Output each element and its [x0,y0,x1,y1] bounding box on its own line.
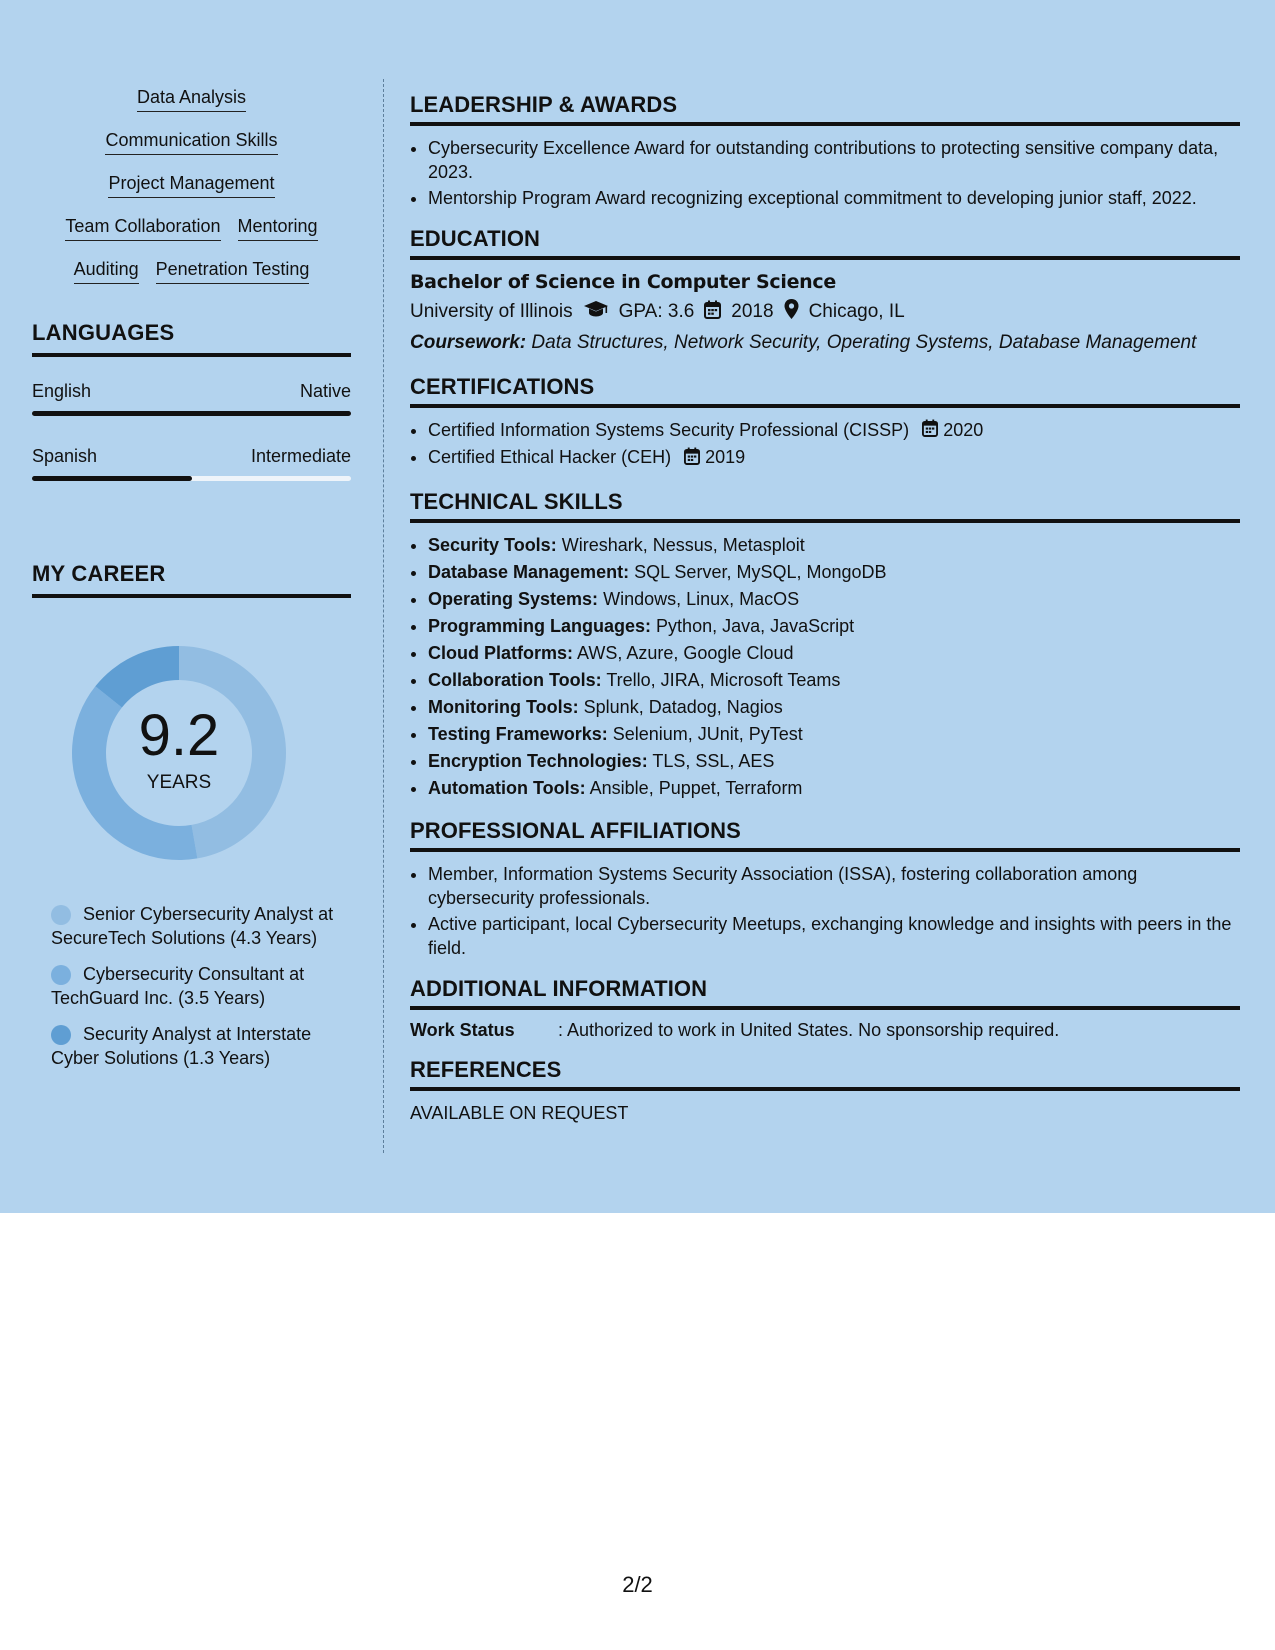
technical-skill-item [428,695,1240,719]
certification-year: 2020 [943,420,984,440]
skills-tags [32,86,351,284]
languages-heading: LANGUAGES [32,320,351,357]
skill-row [32,258,351,284]
language-level: Intermediate [250,446,351,466]
technical-skill-value: TLS, SSL, AES [652,750,775,771]
left-column [32,80,351,1082]
technical-skill-label: Encryption Technologies: [428,750,648,771]
technical-skill-label: Security Tools: [428,534,557,555]
references-heading: REFERENCES [410,1057,1240,1091]
technical-skill-value: AWS, Azure, Google Cloud [577,642,794,663]
calendar-icon [684,447,700,471]
skill-tag: Penetration Testing [156,258,310,284]
certifications-section [410,374,1240,471]
legend-dot [51,1025,71,1045]
technical-skill-value: SQL Server, MySQL, MongoDB [634,561,887,582]
additional-info-section [410,976,1240,1041]
affiliation-item: • Active participant, local Cybersecurity Meetups, exchanging knowledge and insights with peers in the field. [428,912,1240,960]
work-status-label: Work Status [410,1019,515,1040]
school-location: Chicago, IL [808,301,905,322]
technical-skill-value: Trello, JIRA, Microsoft Teams [606,669,841,690]
language-item [32,446,351,481]
additional-info-heading: ADDITIONAL INFORMATION [410,976,1240,1010]
language-proficiency-fill [32,476,192,481]
technical-skill-label: Database Management: [428,561,630,582]
certification-name: Certified Ethical Hacker (CEH) [428,447,672,468]
skill-row [32,129,351,155]
technical-skill-label: Collaboration Tools: [428,669,602,690]
career-role-label: Cybersecurity Consultant at TechGuard Inc. (3.5 Years) [51,964,305,1008]
technical-skill-item [428,722,1240,746]
career-donut-chart [66,640,292,866]
language-proficiency-bar [32,411,351,416]
references-section [410,1057,1240,1124]
legend-dot [51,905,71,925]
graduation-year: 2018 [731,301,774,322]
technical-skills-list [410,533,1240,800]
certifications-list [410,418,1240,471]
technical-skill-item [428,587,1240,611]
career-legend-item [51,962,341,1010]
leadership-heading: LEADERSHIP & AWARDS [410,92,1240,126]
technical-skill-value: Splunk, Datadog, Nagios [583,696,783,717]
technical-skill-value: Windows, Linux, MacOS [603,588,800,609]
technical-skill-item [428,641,1240,665]
language-proficiency-fill [32,411,351,416]
affiliation-item: • Member, Information Systems Security Association (ISSA), fostering collaboration among cybersecurity professionals. [428,862,1240,910]
skill-row [32,172,351,198]
degree-title: Bachelor of Science in Computer Science [410,271,836,293]
certifications-heading: CERTIFICATIONS [410,374,1240,408]
affiliations-heading: PROFESSIONAL AFFILIATIONS [410,818,1240,852]
technical-skill-label: Programming Languages: [428,615,652,636]
skill-row [32,86,351,112]
career-legend-item [51,902,341,950]
technical-skill-item [428,533,1240,557]
affiliations-section [410,818,1240,960]
career-total-years: 9.2 [138,703,220,768]
calendar-icon [922,419,938,443]
technical-skill-label: Operating Systems: [428,588,599,609]
career-donut-center [66,640,292,866]
technical-skill-item [428,776,1240,800]
coursework-list: Data Structures, Network Security, Operating Systems, Database Management [531,332,1197,353]
technical-skill-value: Selenium, JUnit, PyTest [612,723,803,744]
leadership-item: • Mentorship Program Award recognizing exceptional commitment to developing junior staff, 2022. [428,186,1240,210]
work-status-value: : Authorized to work in United States. No sponsorship required. [558,1019,1060,1040]
career-legend-item [51,1022,341,1070]
technical-skills-heading: TECHNICAL SKILLS [410,489,1240,523]
technical-skill-item [428,668,1240,692]
column-divider [383,79,384,1153]
skill-tag: Team Collaboration [65,215,220,241]
skill-tag: Data Analysis [137,86,246,112]
school-name: University of Illinois [410,301,573,322]
language-name: English [32,381,92,401]
career-heading: MY CAREER [32,561,351,598]
location-pin-icon [784,299,799,325]
technical-skill-label: Testing Frameworks: [428,723,608,744]
technical-skill-item [428,749,1240,773]
technical-skill-label: Monitoring Tools: [428,696,579,717]
technical-skill-value: Ansible, Puppet, Terraform [589,777,803,798]
certification-year: 2019 [705,447,746,468]
certification-name: Certified Information Systems Security Professional (CISSP) [428,420,910,440]
right-column [410,92,1240,1140]
coursework-label: Coursework: [410,332,527,353]
language-name: Spanish [32,446,98,466]
skill-row [32,215,351,241]
skill-tag: Mentoring [238,215,318,241]
affiliations-list [410,862,1240,960]
leadership-section [410,92,1240,210]
career-role-label: Senior Cybersecurity Analyst at SecureTech Solutions (4.3 Years) [51,904,334,948]
technical-skill-value: Wireshark, Nessus, Metasploit [561,534,805,555]
technical-skill-label: Automation Tools: [428,777,586,798]
graduation-cap-icon [583,300,609,324]
technical-skill-value: Python, Java, JavaScript [656,615,855,636]
leadership-item: • Cybersecurity Excellence Award for outstanding contributions to protecting sensitive company data, 2023. [428,136,1240,184]
technical-skill-label: Cloud Platforms: [428,642,574,663]
coursework-line [410,332,1240,354]
technical-skill-item [428,560,1240,584]
education-section [410,226,1240,354]
certification-item [428,445,1240,470]
language-proficiency-bar [32,476,351,481]
references-text: AVAILABLE ON REQUEST [410,1102,629,1123]
education-details [410,299,1240,325]
skill-tag: Auditing [74,258,139,284]
work-status-row [410,1020,1240,1041]
certification-item [428,418,1240,443]
career-total-unit: YEARS [146,772,212,793]
skill-tag: Communication Skills [105,129,277,155]
languages-section [32,320,351,481]
education-heading: EDUCATION [410,226,1240,260]
legend-dot [51,965,71,985]
language-level: Native [299,381,351,401]
technical-skill-item [428,614,1240,638]
career-role-label: Security Analyst at Interstate Cyber Solutions (1.3 Years) [51,1024,312,1068]
page-number: 2/2 [622,1572,653,1597]
skill-tag: Project Management [108,172,274,198]
calendar-icon [704,300,721,325]
gpa-value: GPA: 3.6 [618,301,695,322]
leadership-list [410,136,1240,210]
language-item [32,381,351,416]
technical-skills-section [410,489,1240,800]
career-legend [51,902,341,1070]
career-section [32,561,351,1070]
